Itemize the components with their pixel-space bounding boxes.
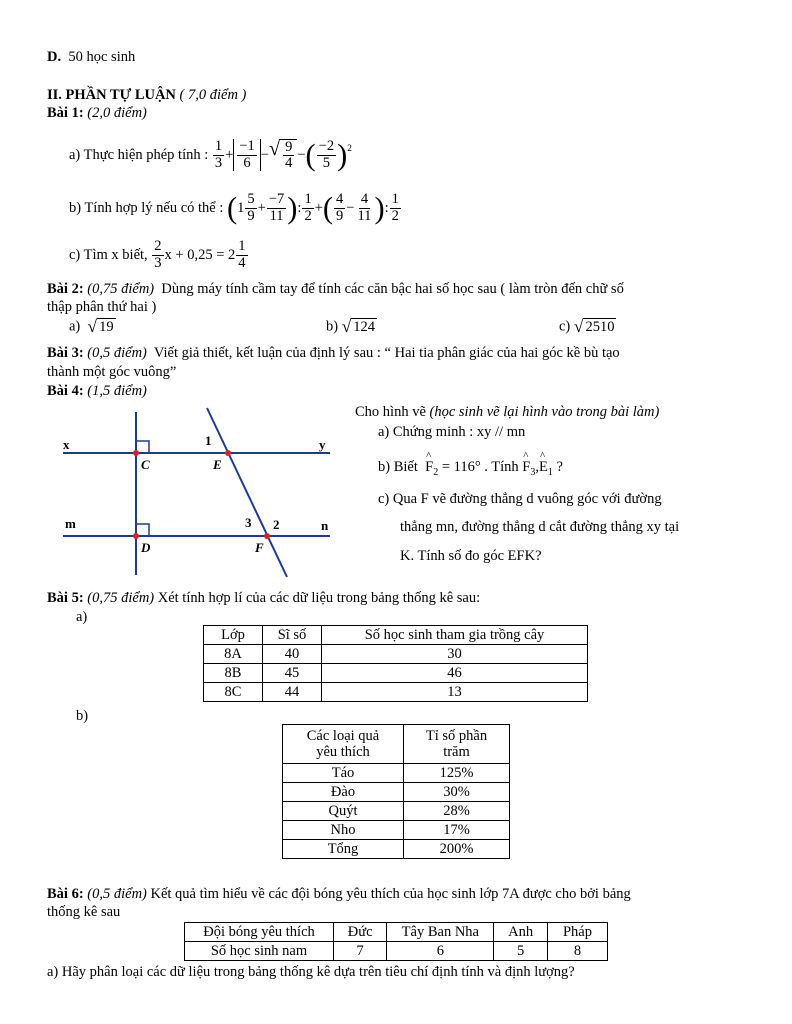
table-cell: Tổng [283,840,404,859]
bai1-c: c) Tìm x biết, $\frac{2}{3}$ x + 0,25 = 2 $\frac{1}{4}$ [69,238,246,271]
table-row [185,942,608,961]
label-angle-2: 2 [273,517,280,532]
bai6-line1 [47,886,631,903]
bai3-line1 [47,345,620,362]
bai5-points: (0,75 điểm) [87,590,155,606]
bai2-c-label: c) [559,318,571,335]
bai4-b-pre: b) Biết [378,459,418,475]
bai5-label: Bài 5: [47,590,84,606]
label-f: F [255,540,264,555]
table-cell: Đào [283,783,404,802]
option-letter: D. [47,49,62,65]
table-header-line: Các loại quả [306,728,380,744]
table-header-row [283,725,510,764]
table-cell: Nho [283,821,404,840]
label-d: D [141,540,151,555]
bai1-heading [47,105,147,122]
label-x: x [63,437,70,452]
bai2-text2: thập phân thứ hai ) [47,299,157,315]
point-e [225,450,231,456]
bai4-c1: c) Qua F vẽ đường thẳng d vuông góc với đường [378,491,662,507]
table-cell: 30% [404,783,510,802]
table-header: Pháp [547,923,607,942]
label-angle-1: 1 [205,433,212,448]
bai2-label: Bài 2: [47,281,84,297]
bai2-a: a) √ 19 [69,316,114,336]
table-header [404,725,510,764]
bai6-text2: thống kê sau [47,904,121,920]
table-header [283,725,404,764]
bai3-text2: thành một góc vuông” [47,364,177,380]
table-cell: Táo [283,764,404,783]
label-m: m [65,516,76,531]
label-e: E [213,457,222,472]
table-cell: 40 [263,645,322,664]
bai2-text1: Dùng máy tính cầm tay để tính các căn bậc hai số học sau ( làm tròn đến chữ số [161,281,624,297]
section-heading: II. PHẦN TỰ LUẬN [47,87,176,103]
table-cell: 6 [387,942,494,961]
table-cell: Quýt [283,802,404,821]
table-qua-yeu-thich [282,724,510,859]
table-cell: 125% [404,764,510,783]
bai5-text: Xét tính hợp lí của các dữ liệu trong bảng thống kê sau: [157,590,481,606]
math-frac: $\frac{1}{3}$ [214,138,223,171]
bai4-intro-text: Cho hình vẽ [355,404,426,420]
table-cell: Số học sinh nam [185,942,334,961]
table-cell: 46 [322,664,588,683]
table-cell: 13 [322,683,588,702]
table-header: Tây Ban Nha [387,923,494,942]
bai3-text1: Viết giả thiết, kết luận của định lý sau : “ Hai tia phân giác của hai góc kề bù tạo [153,345,620,361]
table-row [283,783,510,802]
bai1-b-text: b) Tính hợp lý nếu có thể : [69,199,224,216]
bai4-a: a) Chứng minh : xy // mn [378,424,526,440]
bai4-c2: thẳng mn, đường thẳng d cắt đường thẳng xy tại [400,519,680,535]
math-sqrt: √ $\frac{9}{4}$ [269,139,297,171]
section-title [47,87,246,104]
table-cell: 17% [404,821,510,840]
option-d [47,49,135,66]
bai2-c: c) √ 2510 [559,316,615,336]
bai2-a-value: 19 [99,319,114,335]
table-header-row [185,923,608,942]
label-n: n [321,518,329,533]
option-text: 50 học sinh [68,49,136,65]
table-cell: 30 [322,645,588,664]
table-cell: 200% [404,840,510,859]
bai2-a-label: a) [69,318,81,335]
bai5-a: a) [76,609,88,625]
table-doi-bong [184,922,608,961]
bai2-b-label: b) [326,318,339,335]
bai2-c-value: 2510 [585,319,615,335]
line-ef [207,408,287,577]
point-f [264,533,270,539]
bai4-b-eq: = 116° [441,459,481,475]
table-cell: 7 [334,942,387,961]
table-header-row [204,626,588,645]
table-header: Lớp [204,626,263,645]
table-row [283,764,510,783]
bai2-points: (0,75 điểm) [87,281,155,297]
bai1-points: (2,0 điểm) [87,105,147,121]
label-angle-3: 3 [245,515,252,530]
bai4-label: Bài 4: [47,383,84,399]
table-header: Đội bóng yêu thích [185,923,334,942]
table-row [283,802,510,821]
table-cell: 5 [494,942,548,961]
point-c [133,450,139,456]
table-header: Anh [494,923,548,942]
table-cell: 28% [404,802,510,821]
bai1-label: Bài 1: [47,105,84,121]
label-y: y [319,437,326,452]
bai1-b: b) Tính hợp lý nếu có thể : ( 1 $\frac{5}{9}$ + $\frac{-7}{11}$ ) : $\frac{1}{2}$ + ( $\frac{4}{9}$ − $\frac{4}{11}$ ) : $\frac{1}{2}$ [69,190,399,225]
bai3-points: (0,5 điểm) [87,345,147,361]
bai5-b: b) [76,708,89,724]
table-cell: 8B [204,664,263,683]
table-header: Đức [334,923,387,942]
geometry-figure [55,400,345,580]
label-c: C [141,457,150,472]
bai2-b: b) √ 124 [326,316,376,336]
bai1-c-text: c) Tìm x biết, [69,246,148,263]
bai4-b-post: . Tính [484,459,519,475]
table-row [283,821,510,840]
bai3-label: Bài 3: [47,345,84,361]
table-cell: 8 [547,942,607,961]
table-cell: 44 [263,683,322,702]
bai4-c3: K. Tính số đo góc EFK? [400,548,542,564]
table-header-line: Tỉ số phần [425,728,488,744]
bai1-a-text: a) Thực hiện phép tính : [69,146,209,163]
bai6-label: Bài 6: [47,886,84,902]
bai4-intro [355,404,659,421]
section-points: ( 7,0 điểm ) [179,87,247,103]
bai6-points: (0,5 điểm) [87,886,147,902]
bai5-heading [47,590,480,607]
table-row [204,664,588,683]
bai1-a: a) Thực hiện phép tính : $\frac{1}{3}$ + $\frac{-1}{6}$ − √ $\frac{9}{4}$ − ( $\frac{-2}{5}$ ) 2 [69,137,352,172]
table-cell: 8A [204,645,263,664]
table-row [204,645,588,664]
table-cell: 8C [204,683,263,702]
point-d [133,533,139,539]
table-header-line: yêu thích [316,744,370,760]
bai2-b-value: 124 [353,319,376,335]
table-row [204,683,588,702]
table-trong-cay [203,625,588,702]
table-header: Sĩ số [263,626,322,645]
bai6-text1: Kết quả tìm hiểu về các đội bóng yêu thích của học sinh lớp 7A được cho bởi bảng [150,886,631,902]
table-row [283,840,510,859]
table-header-line: trăm [443,744,470,760]
bai4-points: (1,5 điểm) [87,383,147,399]
table-cell: 45 [263,664,322,683]
bai4-b: b) Biết ^ $F_2 = 116^\circ$ . Tính ^ $F_3,\^{}$ $E_1$ ? [378,459,563,478]
bai2-line1 [47,281,624,298]
math-abs: $\frac{-1}{6}$ [233,139,260,170]
bai4-heading [47,383,147,400]
bai6-a: a) Hãy phân loại các dữ liệu trong bảng thống kê dựa trên tiêu chí định tính và định lượng? [47,964,575,980]
bai4-intro-note: (học sinh vẽ lại hình vào trong bài làm) [429,404,660,420]
table-header: Số học sinh tham gia trồng cây [322,626,588,645]
